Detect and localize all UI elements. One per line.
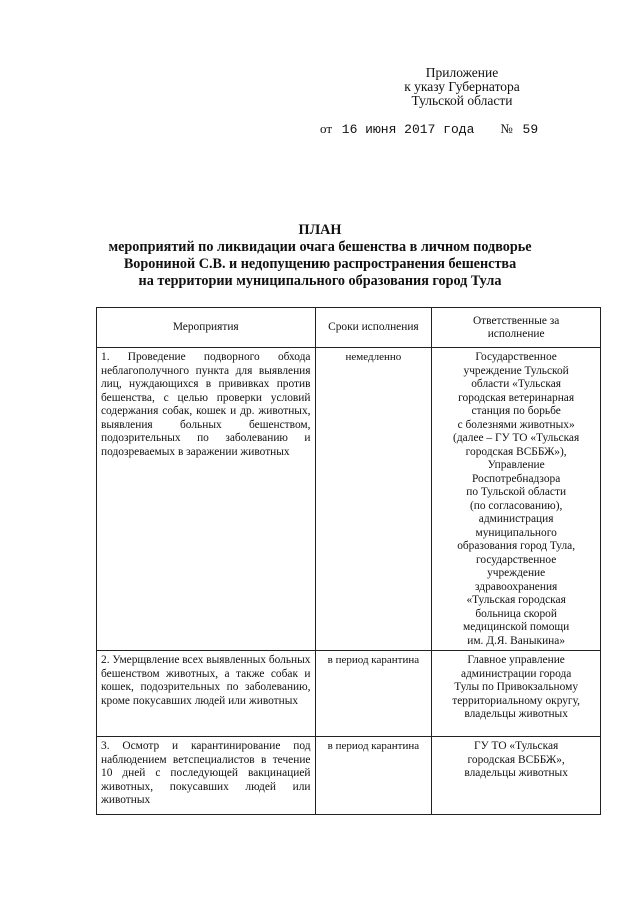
responsible-cell [432,737,601,815]
decree-number: 59 [522,122,539,137]
responsible-line: им. Д.Я. Ваныкина» [467,634,566,647]
responsible-line: медицинской помощи [462,621,570,633]
responsible-line: Тулы по Привокзальному [454,681,579,693]
header-terms: Сроки исполнения [315,308,432,348]
responsible-line: государственное [476,553,557,566]
responsible-line: Государственное [475,351,557,363]
responsible-line: учреждение [487,567,546,579]
responsible-line: городская ветеринарная [458,391,575,404]
responsible-line: ГУ ТО «Тульская [474,740,559,752]
term-cell: в период карантина [315,737,432,815]
header-responsible [432,308,601,348]
responsible-line: образования город Тула, [457,540,576,552]
appendix-line: Приложение [425,65,499,80]
term-cell: в период карантина [315,651,432,737]
responsible-line: больница скорой [475,607,557,620]
activity-cell: 3. Осмотр и карантинирование под наблюдением ветспециалистов в течение 10 дней с последующей вакцинацией животных, покусавших людей или животных [97,737,316,815]
decree-number-sign: № [500,121,513,136]
responsible-line: станция по борьбе [471,405,561,417]
responsible-line: Роспотребнадзора [471,472,561,485]
responsible-line: территориальному округу, [452,694,581,707]
title-subtitle-line: мероприятий по ликвидации очага бешенства в личном подворье [108,239,532,255]
decree-date: 16 июня 2017 года [341,122,475,137]
title-subtitle-line: на территории муниципального образования город Тула [138,273,502,289]
header-responsible-line: Ответственные за [472,314,560,327]
responsible-line: с болезнями животных» [457,418,575,431]
activity-cell: 1. Проведение подворного обхода неблагополучного пункта для выявления лиц, нуждающихся в прививках против бешенства, с целью проверки условий содержания собак, кошек и др. животных, выявления больных бешенством, подозрительных по заболеванию и подозреваемых в заражении животных [97,348,316,651]
responsible-line: здравоохранения [475,580,558,593]
appendix-note [372,66,552,108]
header-activities: Мероприятия [97,308,316,348]
responsible-line: городская ВСББЖ»), [465,445,567,458]
responsible-line: (по согласованию), [469,499,563,512]
header-responsible-line: исполнение [487,328,545,340]
appendix-line: Тульской области [411,93,513,108]
responsible-line: городская ВСББЖ», [467,753,565,766]
responsible-line: (далее – ГУ ТО «Тульская [453,432,580,444]
responsible-line: Управление [487,459,545,471]
responsible-line: Главное управление [467,654,565,666]
table-row [97,651,601,737]
table-row [97,348,601,651]
responsible-line: учреждение Тульской [463,364,569,377]
responsible-line: администрации города [460,667,572,680]
document-title [90,222,550,290]
responsible-line: «Тульская городская [466,594,566,606]
table-header-row [97,308,601,348]
decree-reference [320,121,580,137]
responsible-line: владельцы животных [464,767,568,779]
responsible-line: области «Тульская [471,378,562,390]
table-row [97,737,601,815]
appendix-line: к указу Губернатора [404,79,520,94]
responsible-line: владельцы животных [464,708,568,720]
responsible-line: администрация [478,513,554,525]
responsible-cell [432,651,601,737]
title-subtitle-line: Ворониной С.В. и недопущению распространения бешенства [123,256,517,272]
term-cell: немедленно [315,348,432,651]
title-heading: ПЛАН [298,222,342,238]
plan-table [96,307,601,815]
decree-from: от [320,121,333,136]
responsible-cell [432,348,601,651]
activity-cell: 2. Умерщвление всех выявленных больных бешенством животных, а также собак и кошек, подозрительных по заболеванию, кроме покусавших людей или животных [97,651,316,737]
responsible-line: муниципального [475,526,557,539]
responsible-line: по Тульской области [466,486,567,498]
